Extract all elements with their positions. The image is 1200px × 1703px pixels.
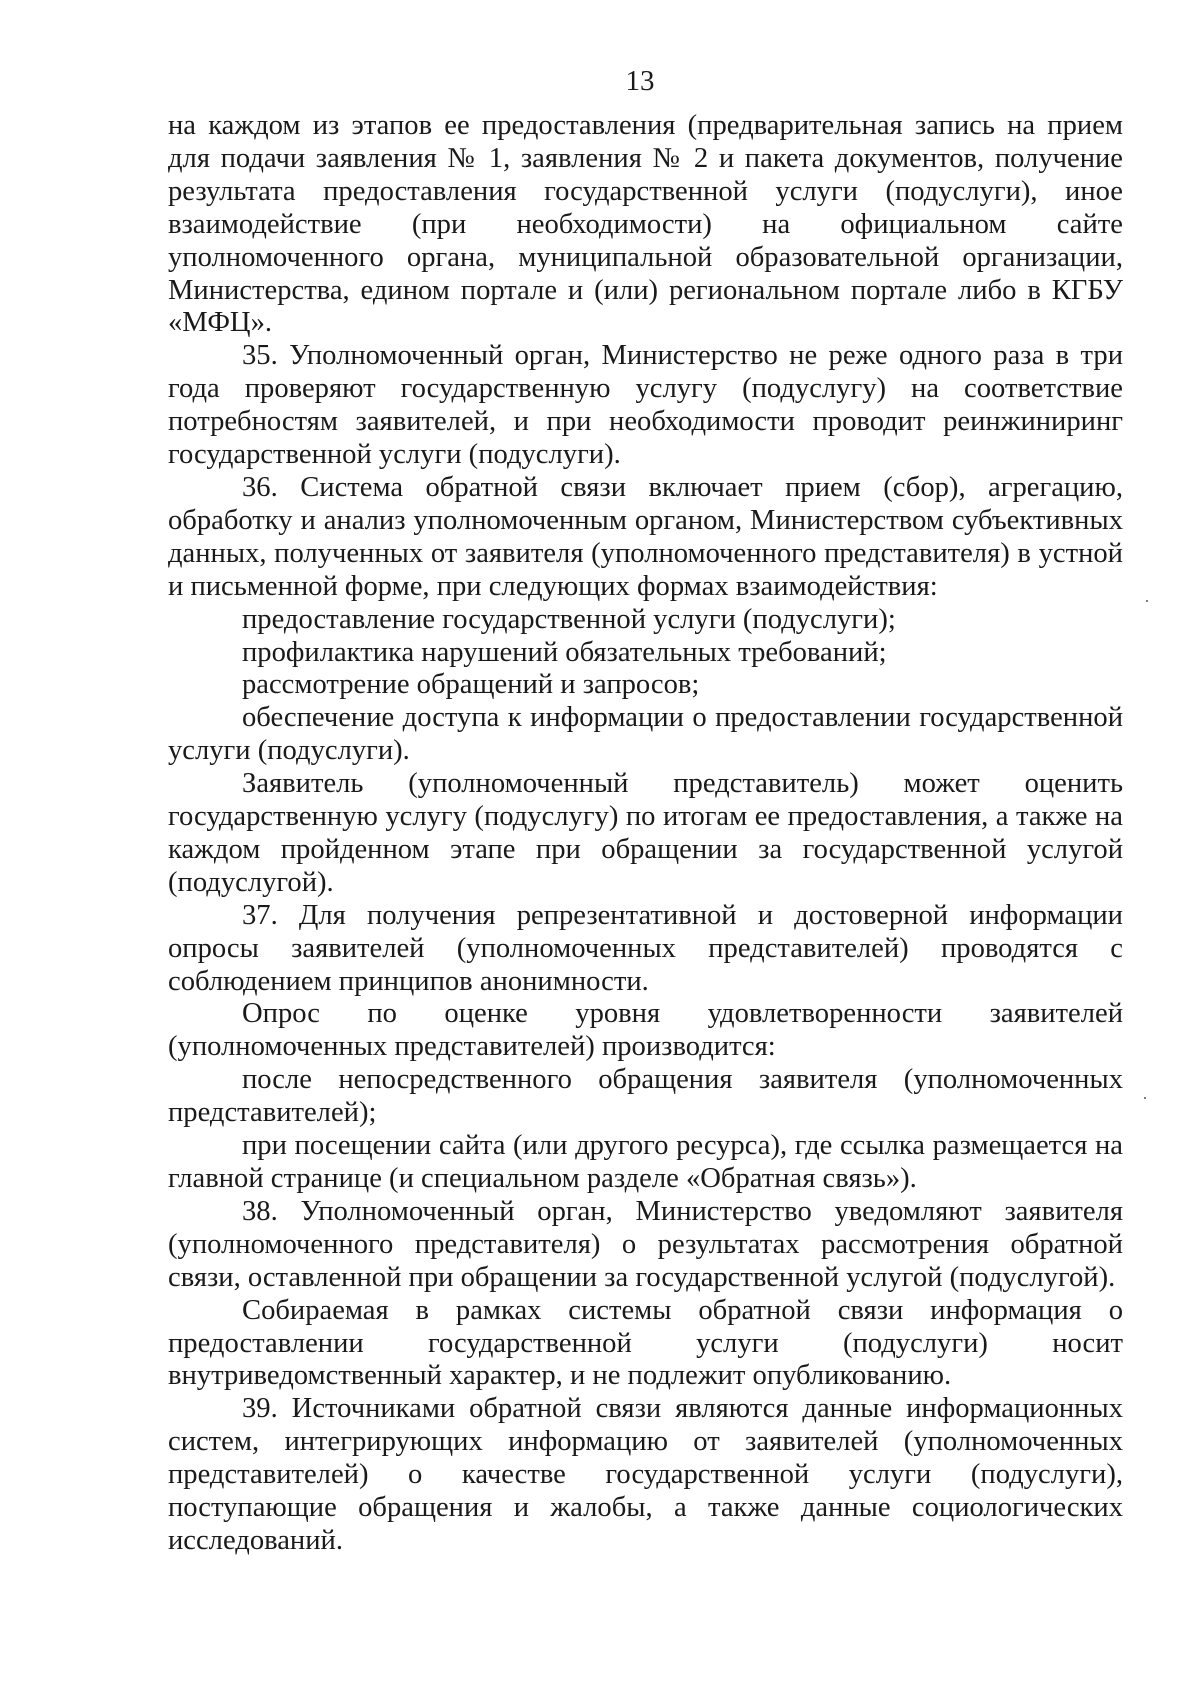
scan-speck bbox=[1144, 1097, 1146, 1099]
list-item: при посещении сайта (или другого ресурса), где ссылка размещается на главной странице (и специальном разделе «Обратная связь»). bbox=[168, 1130, 1123, 1194]
document-body bbox=[168, 110, 1123, 1558]
paragraph: Заявитель (уполномоченный представитель) может оценить государственную услугу (подуслугу) по итогам ее предоставления, а также на каждом пройденном этапе при обращении за государственной услугой (подуслугой). bbox=[168, 768, 1123, 898]
page-number: 13 bbox=[625, 65, 655, 97]
scan-speck bbox=[1146, 600, 1148, 602]
list-item: предоставление государственной услуги (подуслуги); bbox=[242, 603, 896, 635]
paragraph-36: 36. Система обратной связи включает прием (сбор), агрегацию, обработку и анализ уполномоченным органом, Министерством субъективных данных, полученных от заявителя (уполномоченного представителя) в устной и письменной форме, при следующих формах взаимодействия: bbox=[168, 471, 1123, 602]
paragraph: Собираемая в рамках системы обратной связи информация о предоставлении государственной услуги (подуслуги) носит внутриведомственный характер, и не подлежит опубликованию. bbox=[168, 1294, 1123, 1392]
paragraph-39: 39. Источниками обратной связи являются данные информационных систем, интегрирующих информацию от заявителей (уполномоченных представителей) о качестве государственной услуги (подуслуги), поступающие обращения и жалобы, а также данные социологических исследований. bbox=[168, 1393, 1123, 1556]
paragraph-37: 37. Для получения репрезентативной и достоверной информации опросы заявителей (уполномоченных представителей) проводятся с соблюдением принципов анонимности. bbox=[168, 899, 1123, 997]
list-item: профилактика нарушений обязательных требований; bbox=[242, 636, 887, 668]
paragraph-continuation: на каждом из этапов ее предоставления (предварительная запись на прием для подачи заявления № 1, заявления № 2 и пакета документов, получение результата предоставления государственной услуги (подуслуги), иное взаимодействие (при необходимости) на официальном сайте уполномоченного органа, муниципальной образовательной организации, Министерства, едином портале и (или) региональном портале либо в КГБУ «МФЦ». bbox=[168, 110, 1123, 339]
list-item: рассмотрение обращений и запросов; bbox=[242, 669, 700, 701]
paragraph-38: 38. Уполномоченный орган, Министерство уведомляют заявителя (уполномоченного представителя) о результатах рассмотрения обратной связи, оставленной при обращении за государственной услугой (подуслугой). bbox=[168, 1195, 1123, 1293]
list-item: после непосредственного обращения заявителя (уполномоченных представителей); bbox=[168, 1064, 1123, 1129]
paragraph: Опрос по оценке уровня удовлетворенности заявителей (уполномоченных представителей) производится: bbox=[168, 998, 1123, 1063]
list-item: обеспечение доступа к информации о предоставлении государственной услуги (подуслуги). bbox=[168, 702, 1123, 767]
paragraph-35: 35. Уполномоченный орган, Министерство не реже одного раза в три года проверяют государственную услугу (подуслугу) на соответствие потребностям заявителей, и при необходимости проводит реинжиниринг государственной услуги (подуслуги). bbox=[168, 340, 1123, 471]
